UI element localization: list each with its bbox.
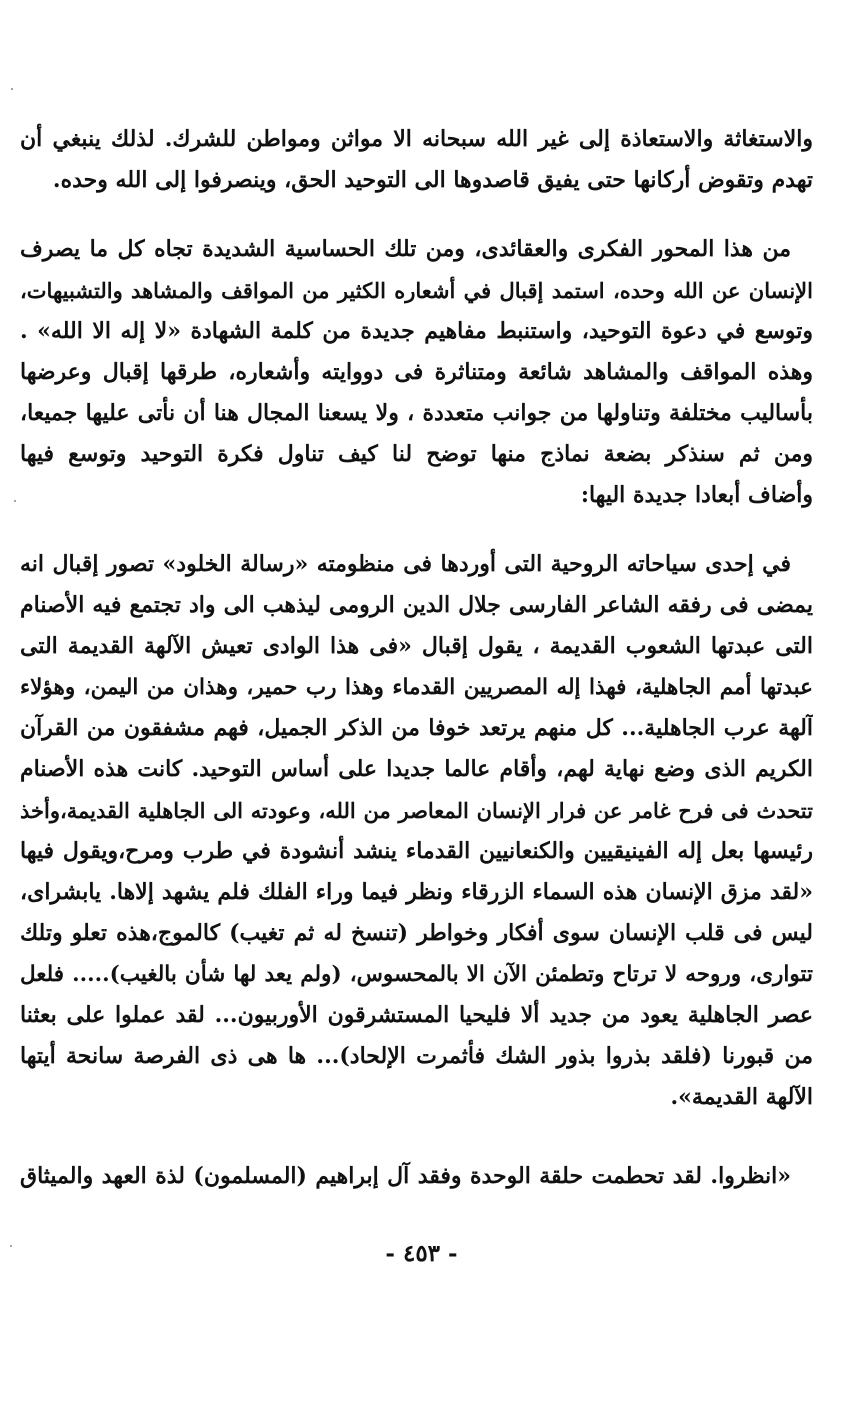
paragraph-line: تتحدث فى فرح غامر عن فرار الإنسان المعاصر من الله، وعودته الى الجاهلية القديمة،وأخذ [20, 798, 813, 823]
paragraph-line: يمضى فى رفقه الشاعر الفارسى جلال الدين الرومى ليذهب الى واد تجتمع فيه الأصنام [20, 592, 813, 618]
paragraph-line: الآلهة القديمة». [670, 1084, 813, 1110]
paragraph-line: من هذا المحور الفكرى والعقائدى، ومن تلك الحساسية الشديدة تجاه كل ما يصرف [20, 236, 791, 262]
paragraph-line: تهدم وتقوض أركانها حتى يفيق قاصدوها الى التوحيد الحق، وينصرفوا إلى الله وحده. [52, 167, 813, 193]
paragraph-line: من قبورنا (فلقد بذروا بذور الشك فأثمرت الإلحاد)... ها هى ذى الفرصة سانحة أيتها [20, 1043, 813, 1069]
page-number: - ٤٥٣ - [385, 1240, 458, 1267]
paragraph-line: «انظروا. لقد تحطمت حلقة الوحدة وفقد آل إبراهيم (المسلمون) لذة العهد والميثاق [20, 1163, 791, 1189]
paragraph-3 [20, 544, 813, 1118]
paragraph-line: في إحدى سياحاته الروحية التى أوردها فى منظومته «رسالة الخلود» تصور إقبال انه [20, 551, 791, 577]
paragraph-line: ليس فى قلب الإنسان سوى أفكار وخواطر (تنسخ له ثم تغيب) كالموج،هذه تعلو وتلك [20, 920, 813, 946]
paragraph-line: وأضاف أبعادا جديدة اليها: [580, 482, 813, 508]
scan-speck [14, 500, 16, 502]
paragraph-line: «لقد مزق الإنسان هذه السماء الزرقاء ونظر فيما وراء الفلك فلم يشهد إلاها. يابشراى، [20, 879, 813, 905]
paragraph-1 [20, 119, 813, 201]
scan-speck [11, 88, 13, 90]
paragraph-line: وتوسع في دعوة التوحيد، واستنبط مفاهيم جديدة من كلمة الشهادة «لا إله الا الله» . [20, 318, 813, 344]
paragraph-4 [20, 1156, 813, 1197]
paragraph-line: وهذه المواقف والمشاهد شائعة ومتناثرة فى دووايته وأشعاره، طرقها إقبال وعرضها [20, 359, 813, 385]
paragraph-line: عصر الجاهلية يعود من جديد ألا فليحيا المستشرقون الأوربيون... لقد عملوا على بعثنا [20, 1002, 813, 1028]
paragraph-line: التى عبدتها الشعوب القديمة ، يقول إقبال «فى هذا الوادى تعيش الآلهة القديمة التى [20, 633, 813, 659]
paragraph-line: رئيسها بعل إله الفينيقيين والكنعانيين القدماء ينشد أنشودة في طرب ومرح،ويقول فيها [20, 838, 813, 864]
paragraph-line: آلهة عرب الجاهلية... كل منهم يرتعد خوفا من الذكر الجميل، فهم مشفقون من القرآن [20, 715, 813, 741]
paragraph-line: والاستغاثة والاستعاذة إلى غير الله سبحانه الا مواثن ومواطن للشرك. لذلك ينبغي أن [20, 126, 813, 152]
paragraph-line: بأساليب مختلفة وتناولها من جوانب متعددة ، ولا يسعنا المجال هنا أن نأتى عليها جميعا، [20, 400, 813, 426]
paragraph-line: الإنسان عن الله وحده، استمد إقبال في أشعاره الكثير من المواقف والمشاهد والتشبيهات، [20, 278, 813, 303]
paragraph-line: الكريم الذى وضع نهاية لهم، وأقام عالما جديدا على أساس التوحيد. كانت هذه الأصنام [20, 756, 813, 782]
paragraph-line: تتوارى، وروحه لا ترتاح وتطمئن الآن الا بالمحسوس، (ولم يعد لها شأن بالغيب)..... فلعل [20, 962, 813, 987]
paragraph-2 [20, 229, 813, 516]
scan-speck [10, 1245, 12, 1247]
paragraph-line: ومن ثم سنذكر بضعة نماذج منها توضح لنا كيف تناول فكرة التوحيد وتوسع فيها [20, 441, 813, 467]
paragraph-line: عبدتها أمم الجاهلية، فهذا إله المصريين القدماء وهذا رب حمير، وهذان من اليمن، وهؤلاء [20, 675, 813, 700]
